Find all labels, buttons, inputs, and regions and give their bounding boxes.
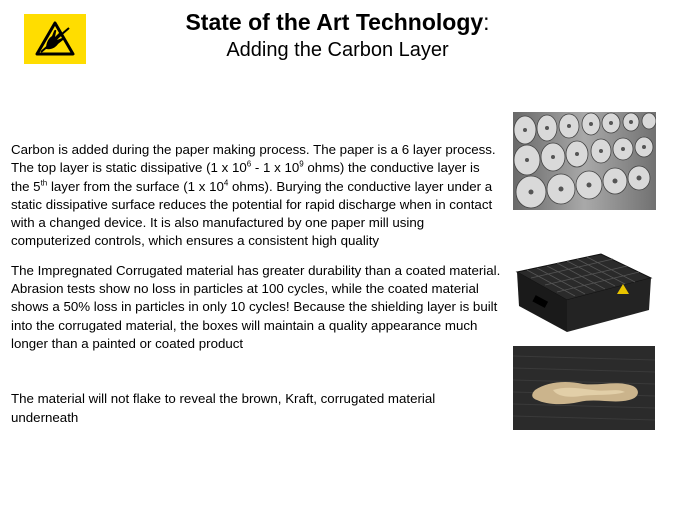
paragraph-durability: The Impregnated Corrugated material has greater durability than a coated material. Abrasion tests show no loss in particles at 100 cycles, while the coated material shows a 50% loss in particles in only 10 cycles! Because the shielding layer is built into the corrugated material, the boxes will maintain a quality appearance much longer than a painted or coated product — [11, 262, 501, 351]
p1-sup-b: 9 — [299, 159, 304, 169]
esd-hand-warning-icon — [24, 14, 86, 64]
p1-sup-d: 4 — [223, 178, 229, 188]
subtitle: Adding the Carbon Layer — [226, 39, 449, 61]
body-text — [11, 141, 501, 427]
title-colon: : — [483, 9, 490, 35]
p1-text-c: ohms) the conductive layer is the 5 — [11, 160, 480, 194]
p1-sup-a: 6 — [246, 159, 252, 169]
p1-text-a: Carbon is added during the paper making process. The paper is a 6 layer process. The top layer is static dissipative (1 x 10 — [11, 142, 496, 176]
paragraph-carbon-layer — [11, 141, 501, 251]
abrasion-test-photo — [513, 346, 655, 430]
paragraph-no-flake: The material will not flake to reveal the brown, Kraft, corrugated material underneath — [11, 391, 436, 425]
p1-text-d: layer from the surface (1 x 10 — [47, 178, 224, 194]
p1-text-e: ohms). Burying the conductive layer under a static dissipative surface reduces the potential for rapid discharge when in contact with a changed device. It is also manufactured by one paper mill using computerized controls, which ensures a consistent high quality — [11, 178, 493, 249]
p1-text-b: - 1 x 10 — [251, 160, 300, 176]
paper-rolls-photo — [513, 112, 656, 210]
title-main: State of the Art Technology — [185, 9, 484, 35]
esd-logo — [24, 14, 86, 64]
esd-tote-box-photo — [513, 232, 653, 335]
p1-sup-c: th — [40, 178, 48, 188]
slide-title — [110, 8, 565, 63]
